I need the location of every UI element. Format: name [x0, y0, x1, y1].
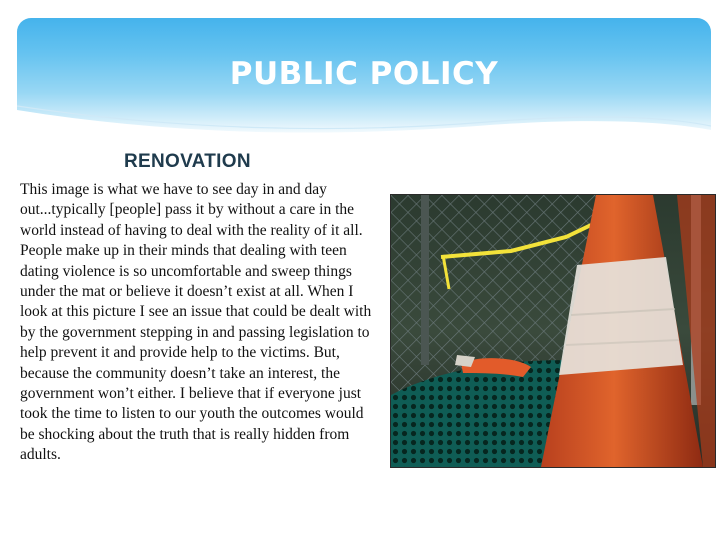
- banner-wave-decoration: [17, 104, 711, 144]
- slide-subtitle: RENOVATION: [124, 151, 251, 172]
- photo-fence-cone-image: [391, 195, 715, 467]
- body-paragraph: This image is what we have to see day in and day out...typically [people] pass it by without a care in the world instead of having to deal with the reality of it all. People make up in their minds that dealing with teen dating violence is so uncomfortable and sweep things under the mat or believe it doesn’t exist at all. When I look at this picture I see an issue that could be dealt with by the government stepping in and passing legislation to help prevent it and provide help to the victims. But, because the community doesn’t take an interest, the government won’t either. I believe that if everyone just took the time to listen to our youth the outcomes would be shocking about the truth that is really hidden from adults.: [20, 181, 372, 464]
- photo: [390, 194, 716, 468]
- slide-title: PUBLIC POLICY: [229, 56, 499, 92]
